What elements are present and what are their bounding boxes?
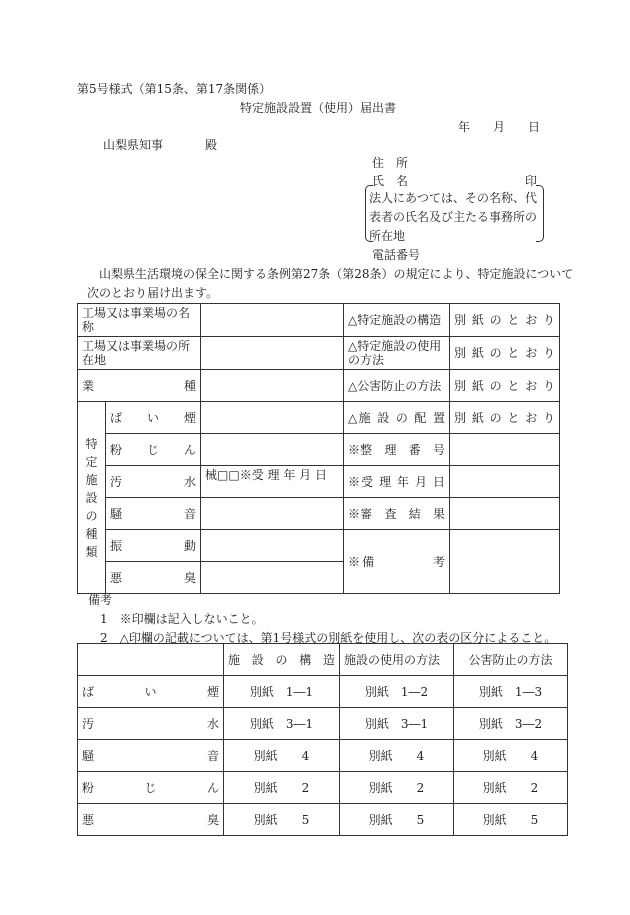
body-text-line1: 山梨県生活環境の保全に関する条例第27条（第28条）の規定により、特定施設について: [99, 267, 574, 281]
date-day-label: 日: [528, 120, 541, 134]
addressee: 山梨県知事: [103, 138, 164, 152]
date-month-label: 月: [493, 120, 506, 134]
usage-value: 別 紙 の と お り: [450, 337, 560, 370]
corporate-note-line1: 法人にあつては、その名称、代: [369, 191, 538, 205]
category-odor: 悪 臭: [106, 562, 201, 594]
receipt-date-label: ※受 理 年 月 日: [344, 466, 450, 498]
cell-value: 別紙 4: [224, 740, 340, 772]
table-row: [78, 708, 568, 740]
address-label: 住 所: [372, 156, 409, 170]
table-row: [78, 498, 560, 530]
cell-value: 別紙 1―3: [454, 676, 568, 708]
cell-value: 別紙 5: [224, 804, 340, 836]
table-row: [78, 740, 568, 772]
table-row: [78, 304, 560, 337]
cell-value: 別紙 5: [340, 804, 454, 836]
table-header-row: [78, 644, 568, 676]
document-title: 特定施設設置（使用）届出書: [240, 101, 397, 115]
factory-location-field[interactable]: [201, 337, 344, 370]
seal-label: 印: [525, 174, 538, 188]
category-dust: 粉 じ ん: [106, 434, 201, 466]
category-wastewater: 汚 水: [106, 466, 201, 498]
review-result-field[interactable]: [450, 498, 560, 530]
honorific: 殿: [205, 138, 218, 152]
header-blank: [78, 644, 224, 676]
phone-label: 電話番号: [372, 248, 421, 262]
cell-value: 別紙 2: [454, 772, 568, 804]
stray-text: 械□□※受 理 年 月 日: [201, 466, 344, 498]
placement-value: 別 紙 の と お り: [450, 402, 560, 434]
note-bracket-right: [536, 185, 544, 242]
factory-location-label: 工場又は事業場の所在地: [78, 337, 201, 370]
table-row: [78, 402, 560, 434]
facility-kind-label: 特 定 施 設 の 種 類: [78, 402, 106, 594]
cell-value: 別紙 2: [224, 772, 340, 804]
placement-label: △施 設 の 配 置: [344, 402, 450, 434]
row-category: 騒 音: [78, 740, 224, 772]
body-text-line2: 次のとおり届け出ます。: [87, 286, 219, 300]
notes-item2: 2 △印欄の記載については、第1号様式の別紙を使用し、次の表の区分によること。: [100, 631, 557, 645]
receipt-date-field[interactable]: [450, 466, 560, 498]
notes-item1: 1 ※印欄は記入しないこと。: [100, 612, 264, 626]
table-row: [78, 804, 568, 836]
pollution-control-label: △公害防止の方法: [344, 370, 450, 402]
cell-value: 別紙 3―2: [454, 708, 568, 740]
notification-table: [77, 303, 560, 594]
factory-name-field[interactable]: [201, 304, 344, 337]
cell-value: 別紙 2: [340, 772, 454, 804]
structure-label: △特定施設の構造: [344, 304, 450, 337]
cell-value: 別紙 3―1: [224, 708, 340, 740]
corporate-note-line3: 所在地: [369, 229, 406, 243]
date-year-label: 年: [458, 120, 471, 134]
notes-heading: 備考: [88, 593, 113, 607]
cell-value: 別紙 3―1: [340, 708, 454, 740]
cell-value: 別紙 5: [454, 804, 568, 836]
table-row: [78, 772, 568, 804]
header-structure: 施 設 の 構 造: [224, 644, 340, 676]
pollution-control-value: 別 紙 の と お り: [450, 370, 560, 402]
row-category: ば い 煙: [78, 676, 224, 708]
review-result-label: ※審 査 結 果: [344, 498, 450, 530]
cell-value: 別紙 4: [340, 740, 454, 772]
table-row: [78, 434, 560, 466]
usage-label: △特定施設の使用の方法: [344, 337, 450, 370]
table-row: [78, 676, 568, 708]
category-smoke: ば い 煙: [106, 402, 201, 434]
corporate-note-line2: 表者の氏名及び主たる事務所の: [369, 210, 538, 224]
row-category: 粉 じ ん: [78, 772, 224, 804]
form-number: 第5号様式（第15条、第17条関係）: [77, 82, 272, 96]
table-row: [78, 370, 560, 402]
remarks-label: ※備 考: [344, 530, 450, 594]
remarks-field[interactable]: [450, 530, 560, 594]
header-usage: 施設の使用の方法: [340, 644, 454, 676]
structure-value: 別 紙 の と お り: [450, 304, 560, 337]
header-pollution: 公害防止の方法: [454, 644, 568, 676]
table-row: [78, 337, 560, 370]
cell-value: 別紙 1―1: [224, 676, 340, 708]
ref-number-field[interactable]: [450, 434, 560, 466]
category-smoke-field[interactable]: [201, 402, 344, 434]
category-dust-field[interactable]: [201, 434, 344, 466]
category-noise-field[interactable]: [201, 498, 344, 530]
name-label: 氏 名: [372, 174, 409, 188]
category-noise: 騒 音: [106, 498, 201, 530]
business-type-label: 業 種: [78, 370, 201, 402]
row-category: 汚 水: [78, 708, 224, 740]
table-row: [78, 530, 560, 562]
cell-value: 別紙 4: [454, 740, 568, 772]
ref-number-label: ※整 理 番 号: [344, 434, 450, 466]
row-category: 悪 臭: [78, 804, 224, 836]
business-type-field[interactable]: [201, 370, 344, 402]
factory-name-label: 工場又は事業場の名称: [78, 304, 201, 337]
table-row: [78, 466, 560, 498]
category-vibration: 振 動: [106, 530, 201, 562]
category-vibration-field[interactable]: [201, 530, 344, 562]
category-odor-field[interactable]: [201, 562, 344, 594]
cell-value: 別紙 1―2: [340, 676, 454, 708]
attachment-reference-table: [77, 643, 568, 836]
